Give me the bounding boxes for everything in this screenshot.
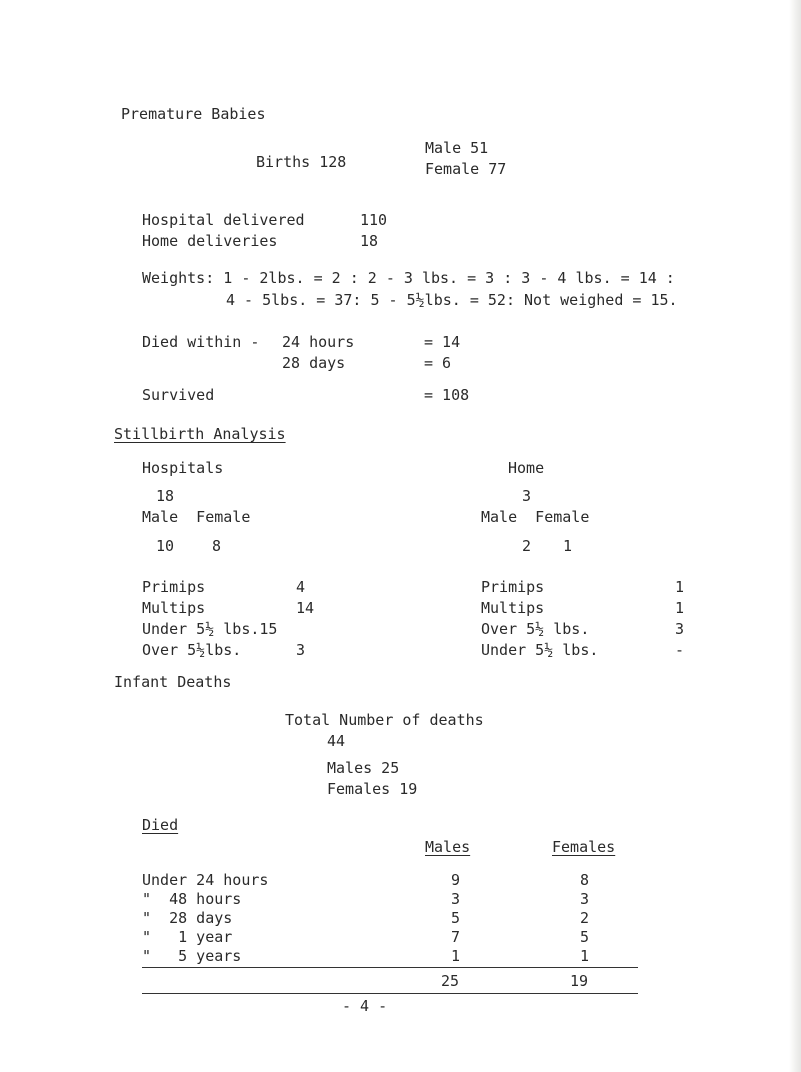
hospitals-primips-value: 4 (296, 578, 306, 596)
home-multips-label: Multips (481, 599, 545, 617)
infant-deaths-heading: Infant Deaths (114, 673, 232, 691)
row-males: 1 (451, 947, 461, 965)
home-under-label: Under 5½ lbs. (481, 641, 599, 659)
home-deliveries-label: Home deliveries (142, 232, 278, 250)
home-over-label: Over 5½ lbs. (481, 620, 590, 638)
survived-value: = 108 (424, 386, 470, 404)
row-label: " 48 hours (142, 890, 242, 908)
page-title: Premature Babies (121, 105, 266, 123)
bottom-rule (142, 993, 638, 994)
died-24-hours: 24 hours (282, 333, 355, 351)
died-24-hours-value: = 14 (424, 333, 461, 351)
survived-label: Survived (142, 386, 215, 404)
died-28-days: 28 days (282, 354, 346, 372)
hospitals-sex-header: Male Female (142, 508, 251, 526)
row-label: " 1 year (142, 928, 233, 946)
weights-line-1: Weights: 1 - 2lbs. = 2 : 2 - 3 lbs. = 3 : 3 - 4 lbs. = 14 : (142, 269, 675, 287)
home-sex-header: Male Female (481, 508, 590, 526)
row-label: " 5 years (142, 947, 242, 965)
col-header-males: Males (425, 838, 471, 856)
deaths-males: Males 25 (327, 759, 400, 777)
hospitals-multips-label: Multips (142, 599, 206, 617)
col-header-females: Females (552, 838, 616, 856)
home-over-value: 3 (675, 620, 685, 638)
hospital-delivered-label: Hospital delivered (142, 211, 305, 229)
died-within-label: Died within - (142, 333, 260, 351)
home-female: 1 (563, 537, 573, 555)
hospitals-multips-value: 14 (296, 599, 315, 617)
hospitals-male: 10 (156, 537, 175, 555)
row-females: 1 (580, 947, 590, 965)
home-total: 3 (522, 487, 532, 505)
row-label: Under 24 hours (142, 871, 269, 889)
row-males: 5 (451, 909, 461, 927)
total-males: 25 (441, 972, 460, 990)
row-label: " 28 days (142, 909, 233, 927)
died-heading: Died (142, 816, 179, 834)
weights-line-2: 4 - 5lbs. = 37: 5 - 5½lbs. = 52: Not weighed = 15. (226, 291, 678, 309)
died-28-days-value: = 6 (424, 354, 452, 372)
home-multips-value: 1 (675, 599, 685, 617)
row-females: 2 (580, 909, 590, 927)
births-total: Births 128 (256, 153, 347, 171)
total-deaths-label: Total Number of deaths (285, 711, 484, 729)
page-number: - 4 - (342, 997, 388, 1015)
hospitals-female: 8 (212, 537, 222, 555)
row-males: 3 (451, 890, 461, 908)
row-females: 5 (580, 928, 590, 946)
hospitals-primips-label: Primips (142, 578, 206, 596)
home-primips-label: Primips (481, 578, 545, 596)
births-female: Female 77 (425, 160, 507, 178)
page-edge-shadow (789, 0, 801, 1072)
hospitals-over-label: Over 5½lbs. (142, 641, 242, 659)
row-males: 9 (451, 871, 461, 889)
hospital-delivered-value: 110 (360, 211, 388, 229)
row-males: 7 (451, 928, 461, 946)
row-females: 8 (580, 871, 590, 889)
hospitals-title: Hospitals (142, 459, 224, 477)
row-females: 3 (580, 890, 590, 908)
hospitals-total: 18 (156, 487, 175, 505)
home-deliveries-value: 18 (360, 232, 379, 250)
hospitals-under: Under 5½ lbs.15 (142, 620, 278, 638)
home-primips-value: 1 (675, 578, 685, 596)
stillbirth-heading: Stillbirth Analysis (114, 425, 286, 443)
total-deaths-value: 44 (327, 732, 346, 750)
total-rule (142, 967, 638, 968)
home-title: Home (508, 459, 545, 477)
hospitals-over-value: 3 (296, 641, 306, 659)
deaths-females: Females 19 (327, 780, 418, 798)
total-females: 19 (570, 972, 589, 990)
home-male: 2 (522, 537, 532, 555)
births-male: Male 51 (425, 139, 489, 157)
home-under-value: - (675, 641, 685, 659)
